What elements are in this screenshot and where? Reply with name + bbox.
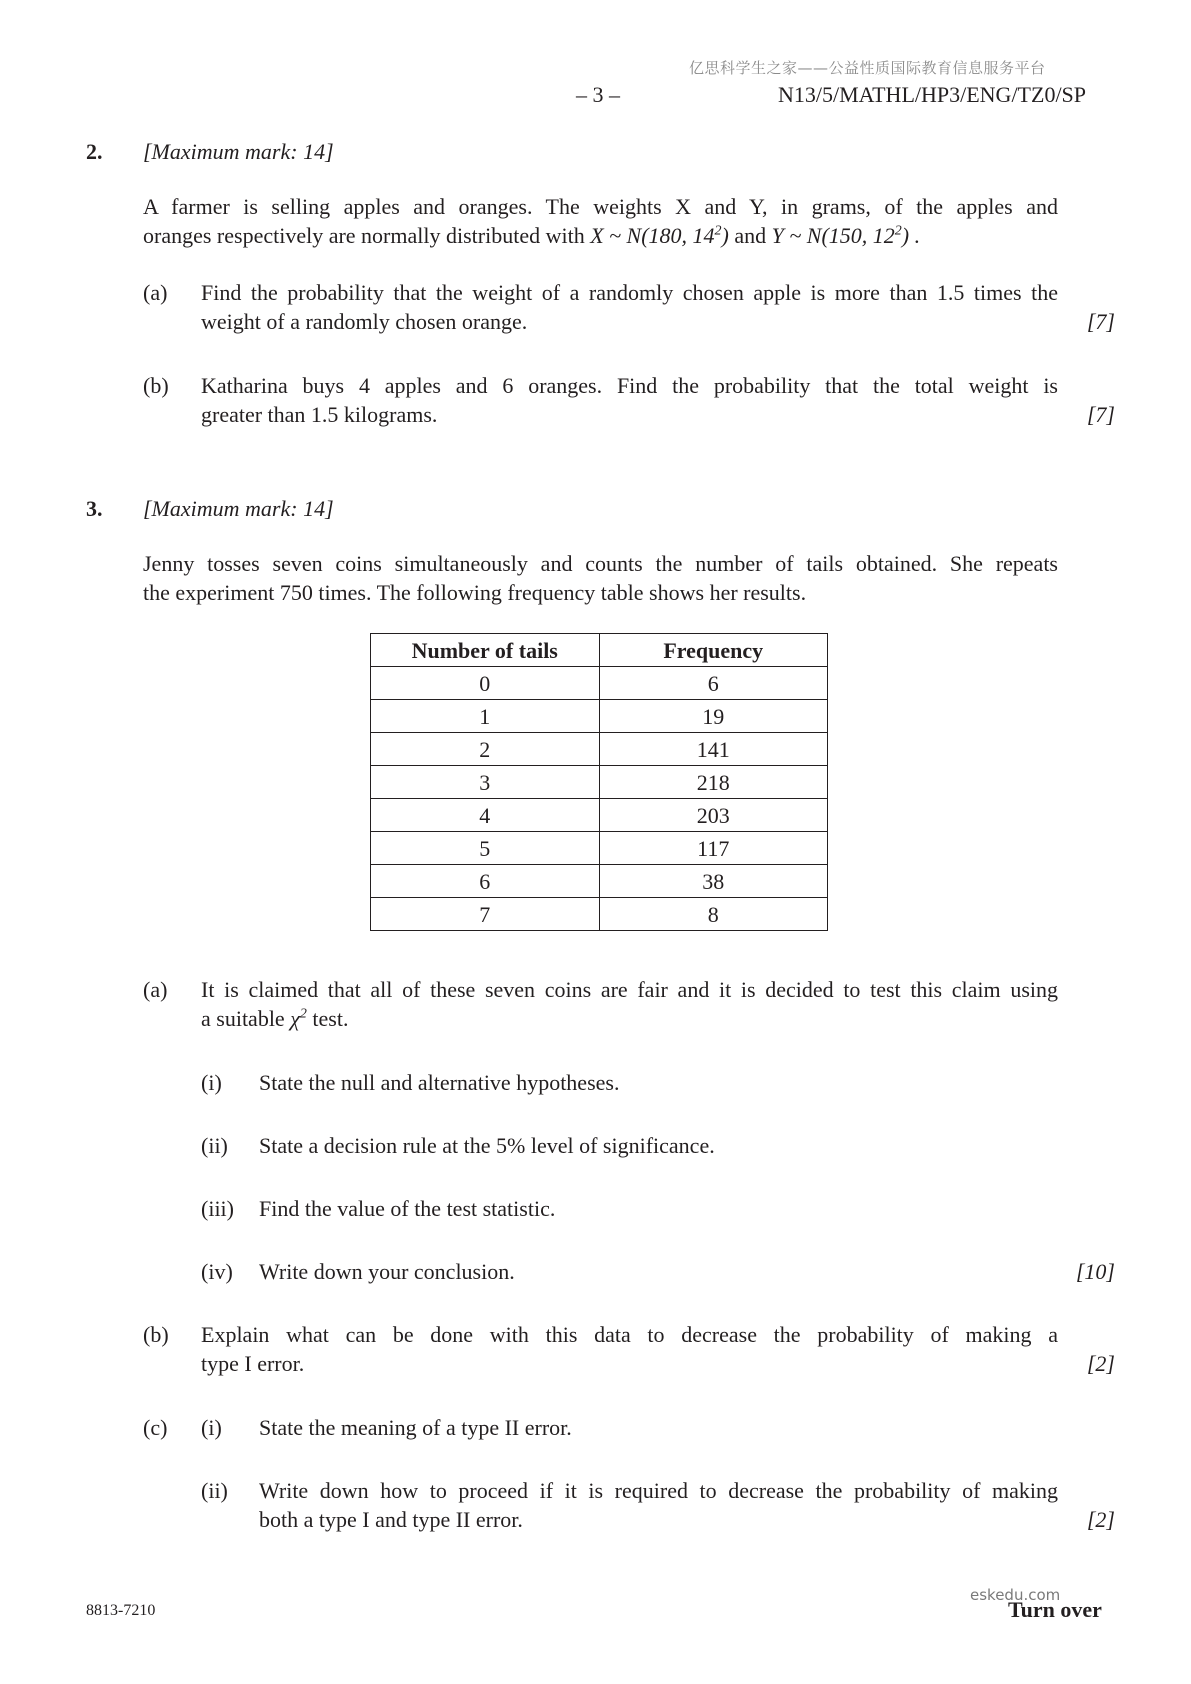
column-header: Frequency [599, 634, 828, 667]
page-number: – 3 – [576, 82, 620, 107]
table-cell: 141 [599, 733, 828, 766]
table-cell: 6 [599, 667, 828, 700]
distribution-y: Y ~ N(150, $12^2$) . [771, 223, 921, 248]
table-cell: 4 [371, 799, 600, 832]
frequency-table [370, 633, 828, 931]
table-row [371, 700, 828, 733]
part-text: a suitable $\chi^2$ test. [201, 1006, 349, 1031]
question-intro-line: Jenny tosses seven coins simultaneously and counts the number of tails obtained. She repeats [143, 551, 1058, 576]
subpart-label: (ii) [201, 1478, 228, 1503]
table-cell: 5 [371, 832, 600, 865]
subpart-text: Find the value of the test statistic. [259, 1196, 556, 1221]
subpart-label: (iv) [201, 1259, 233, 1284]
table-cell: 0 [371, 667, 600, 700]
table-cell: 3 [371, 766, 600, 799]
table-row [371, 898, 828, 931]
marks: [10] [1075, 1259, 1115, 1284]
question-intro-line: oranges respectively are normally distributed with X ~ N(180, $14^2$) and Y ~ N(150, $12^2$) . [143, 223, 921, 248]
turn-over: Turn over [1008, 1597, 1102, 1622]
subpart-label: (i) [201, 1415, 222, 1440]
table-row [371, 865, 828, 898]
table-cell: 7 [371, 898, 600, 931]
marks: [7] [1086, 402, 1115, 427]
subpart-text: both a type I and type II error. [259, 1507, 523, 1532]
subpart-text: Write down how to proceed if it is required to decrease the probability of making [259, 1478, 1058, 1503]
subpart-label: (i) [201, 1070, 222, 1095]
distribution-x: X ~ N(180, $14^2$) [590, 223, 729, 248]
part-label: (b) [143, 1322, 169, 1347]
table-cell: 117 [599, 832, 828, 865]
table-cell: 218 [599, 766, 828, 799]
column-header: Number of tails [371, 634, 600, 667]
part-text: weight of a randomly chosen orange. [201, 309, 528, 334]
question-number: 2. [86, 139, 103, 164]
question-intro-line: A farmer is selling apples and oranges. The weights X and Y, in grams, of the apples and [143, 194, 1058, 219]
part-text: type I error. [201, 1351, 305, 1376]
watermark-text: 亿思科学生之家——公益性质国际教育信息服务平台 [689, 59, 1046, 77]
footer-code: 8813-7210 [86, 1602, 156, 1619]
table-header-row [371, 634, 828, 667]
table-row [371, 766, 828, 799]
marks: [2] [1086, 1351, 1115, 1376]
part-text: Katharina buys 4 apples and 6 oranges. Find the probability that the total weight is [201, 373, 1058, 398]
max-mark: [Maximum mark: 14] [143, 139, 334, 164]
table-cell: 19 [599, 700, 828, 733]
table-row [371, 799, 828, 832]
site-watermark: eskedu.com [970, 1586, 1061, 1604]
table-cell: 203 [599, 799, 828, 832]
subpart-label: (iii) [201, 1196, 234, 1221]
table-row [371, 667, 828, 700]
table-cell: 8 [599, 898, 828, 931]
subpart-label: (ii) [201, 1133, 228, 1158]
subpart-text: State the null and alternative hypotheses. [259, 1070, 620, 1095]
max-mark: [Maximum mark: 14] [143, 496, 334, 521]
part-text: greater than 1.5 kilograms. [201, 402, 438, 427]
table-cell: 38 [599, 865, 828, 898]
marks: [7] [1086, 309, 1115, 334]
paper-code: N13/5/MATHL/HP3/ENG/TZ0/SP [778, 82, 1087, 107]
table-cell: 2 [371, 733, 600, 766]
table-cell: 6 [371, 865, 600, 898]
part-label: (b) [143, 373, 169, 398]
chi-squared-symbol: $\chi^2$ [290, 1006, 307, 1031]
part-label: (a) [143, 280, 168, 305]
subpart-text: State a decision rule at the 5% level of significance. [259, 1133, 715, 1158]
table-cell: 1 [371, 700, 600, 733]
part-text: It is claimed that all of these seven coins are fair and it is decided to test this claim using [201, 977, 1058, 1002]
table-row [371, 832, 828, 865]
marks: [2] [1086, 1507, 1115, 1532]
part-text: Explain what can be done with this data to decrease the probability of making a [201, 1322, 1058, 1347]
question-intro-line: the experiment 750 times. The following frequency table shows her results. [143, 580, 807, 605]
part-label: (a) [143, 977, 168, 1002]
part-text: Find the probability that the weight of a randomly chosen apple is more than 1.5 times the [201, 280, 1058, 305]
question-number: 3. [86, 496, 103, 521]
subpart-text: State the meaning of a type II error. [259, 1415, 572, 1440]
table-row [371, 733, 828, 766]
part-label: (c) [143, 1415, 168, 1440]
subpart-text: Write down your conclusion. [259, 1259, 515, 1284]
